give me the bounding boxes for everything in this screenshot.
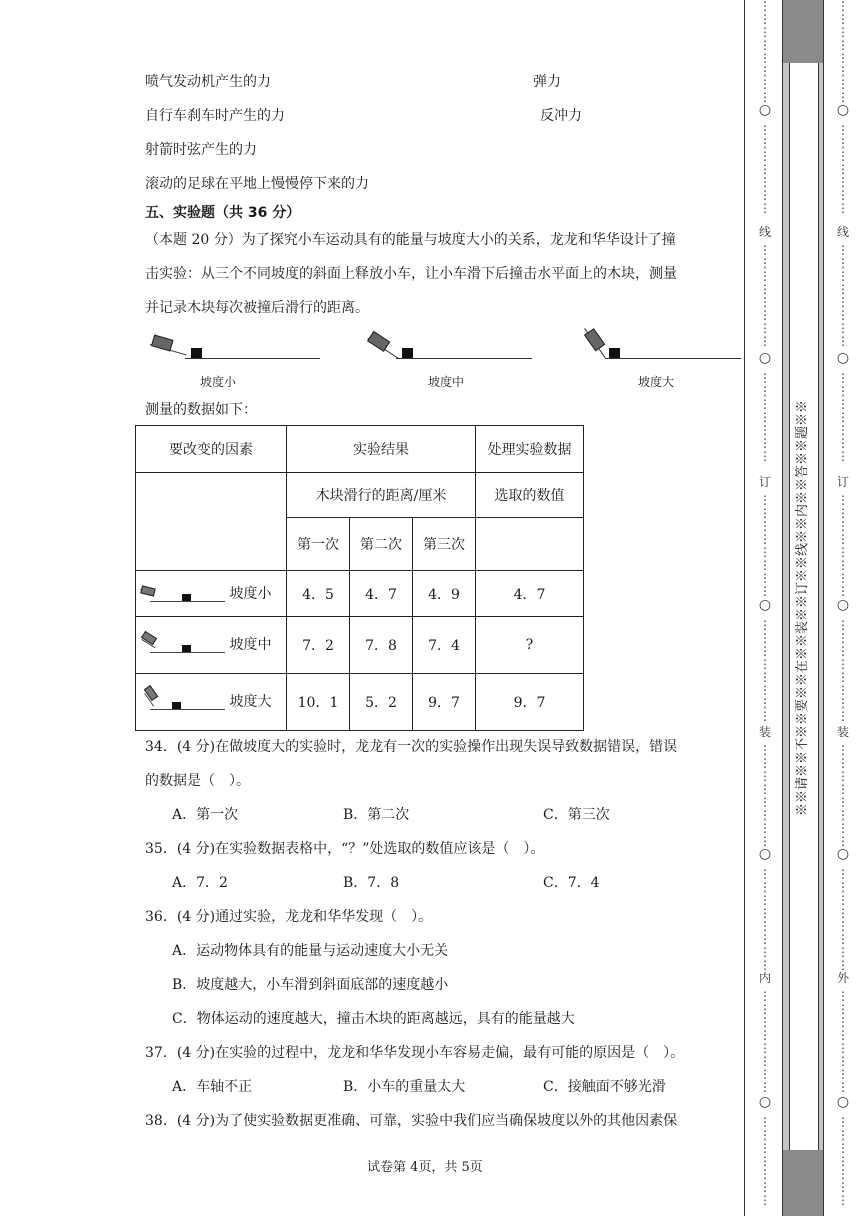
table-cell: 10．1 bbox=[287, 674, 350, 731]
subheader-selected: 选取的数值 bbox=[476, 473, 584, 518]
question-35: 35．(4 分)在实验数据表格中，“？”处选取的数值应该是（ ）。 bbox=[145, 841, 545, 857]
figure-slope-medium bbox=[362, 330, 542, 370]
binding-dots: ⋮ ⋮ ⋮ ⋮ ⋮ ⋮ ⋮ ⋮ bbox=[837, 618, 849, 723]
figure-label-medium: 坡度中 bbox=[428, 375, 465, 389]
binding-dots: ⋮ ⋮ ⋮ ⋮ ⋮ ⋮ ⋮ bbox=[837, 123, 849, 215]
intro-paragraph bbox=[145, 223, 725, 325]
binding-dots: ⋮ ⋮ ⋮ ⋮ ⋮ ⋮ ⋮ bbox=[759, 123, 771, 215]
intro-line-2: 击实验：从三个不同坡度的斜面上释放小车，让小车滑下后撞击水平面上的木块，测量 bbox=[145, 266, 677, 282]
binding-dots: ⋮ ⋮ ⋮ ⋮ ⋮ ⋮ ⋮ ⋮ bbox=[759, 618, 771, 723]
match-left-4: 滚动的足球在平地上慢慢停下来的力 bbox=[145, 176, 369, 192]
data-table bbox=[135, 425, 584, 731]
binding-mark-xian: 线 bbox=[758, 225, 771, 239]
binding-divider bbox=[744, 0, 745, 1216]
q34-option-c: C．第三次 bbox=[543, 807, 610, 823]
binding-circle-4: ○ bbox=[758, 846, 772, 862]
intro-line-3: 并记录木块每次被撞后滑行的距离。 bbox=[145, 300, 369, 316]
binding-circle-outer-4: ○ bbox=[836, 846, 850, 862]
row-label: 坡度大 bbox=[229, 694, 272, 710]
q35-option-b: B．7．8 bbox=[343, 875, 400, 891]
binding-mark-outer-xian: 线 bbox=[836, 225, 849, 239]
figure-label-small: 坡度小 bbox=[200, 375, 237, 389]
binding-dots: ⋮ ⋮ ⋮ ⋮ ⋮ ⋮ ⋮ ⋮ bbox=[837, 493, 849, 598]
trial-header-1: 第一次 bbox=[287, 518, 350, 571]
binding-dots: ⋮ ⋮ ⋮ ⋮ ⋮ ⋮ ⋮ ⋮ bbox=[759, 743, 771, 848]
binding-dots: ⋮ ⋮ ⋮ ⋮ ⋮ ⋮ ⋮ ⋮ bbox=[837, 989, 849, 1094]
table-row bbox=[136, 571, 584, 617]
header-factor: 要改变的因素 bbox=[136, 426, 287, 473]
match-right-2: 反冲力 bbox=[540, 108, 582, 124]
q36-option-c: C．物体运动的速度越大，撞击木块的距离越远，具有的能量越大 bbox=[172, 1011, 575, 1027]
table-cell: 7．4 bbox=[413, 617, 476, 674]
binding-circle-outer-3: ○ bbox=[836, 597, 850, 613]
binding-band bbox=[782, 0, 824, 1216]
question-34-line-2: 的数据是（ ）。 bbox=[145, 773, 250, 789]
binding-dots: ⋮ ⋮ ⋮ ⋮ ⋮ ⋮ ⋮ bbox=[759, 1115, 771, 1207]
binding-circle-outer-2: ○ bbox=[836, 350, 850, 366]
question-38: 38．(4 分)为了使实验数据更准确、可靠，实验中我们应当确保坡度以外的其他因素保 bbox=[145, 1113, 678, 1129]
table-cell: 4．5 bbox=[287, 571, 350, 617]
subheader-distance: 木块滑行的距离/厘米 bbox=[287, 473, 476, 518]
match-left-3: 射箭时弦产生的力 bbox=[145, 142, 257, 158]
binding-dots: ⋮ ⋮ ⋮ ⋮ ⋮ ⋮ ⋮ bbox=[759, 371, 771, 463]
binding-warning: ※※请※※不※※要※※在※※装※※订※※线※※内※※答※※题※※ bbox=[795, 400, 810, 817]
row-factor-large bbox=[136, 674, 287, 731]
row-factor-small bbox=[136, 571, 287, 617]
row-factor-medium bbox=[136, 617, 287, 674]
binding-circle-1: ○ bbox=[758, 102, 772, 118]
table-cell: 9．7 bbox=[476, 674, 584, 731]
binding-dots: ⋮ ⋮ ⋮ ⋮ ⋮ ⋮ ⋮ ⋮ bbox=[759, 989, 771, 1094]
question-37: 37．(4 分)在实验的过程中，龙龙和华华发现小车容易走偏，最有可能的原因是（ ）。 bbox=[145, 1045, 685, 1061]
binding-dots: ⋮ ⋮ ⋮ ⋮ ⋮ ⋮ ⋮ ⋮ bbox=[759, 243, 771, 348]
empty-factor-cell bbox=[136, 473, 287, 571]
header-process: 处理实验数据 bbox=[476, 426, 584, 473]
binding-band-top bbox=[783, 0, 823, 63]
mini-slope-large-figure bbox=[140, 691, 225, 713]
header-result: 实验结果 bbox=[287, 426, 476, 473]
binding-mark-zhuang: 装 bbox=[758, 725, 771, 739]
binding-mark-nei: 内 bbox=[758, 971, 771, 985]
table-cell: 7．8 bbox=[350, 617, 413, 674]
section-title: 五、实验题（共 36 分） bbox=[145, 205, 301, 221]
q35-option-c: C．7．4 bbox=[543, 875, 600, 891]
match-left-1: 喷气发动机产生的力 bbox=[145, 74, 271, 90]
match-left-2: 自行车刹车时产生的力 bbox=[145, 108, 285, 124]
question-36: 36．(4 分)通过实验，龙龙和华华发现（ ）。 bbox=[145, 909, 433, 925]
binding-mark-outer-zhuang: 装 bbox=[836, 725, 849, 739]
binding-circle-outer-1: ○ bbox=[836, 102, 850, 118]
row-label: 坡度小 bbox=[229, 585, 272, 602]
page-footer: 试卷第 4页，共 5页 bbox=[367, 1160, 483, 1175]
table-cell: ? bbox=[476, 617, 584, 674]
figure-label-large: 坡度大 bbox=[638, 375, 675, 389]
q36-option-b: B．坡度越大，小车滑到斜面底部的速度越小 bbox=[172, 977, 449, 993]
binding-dots: ⋮ ⋮ ⋮ ⋮ ⋮ ⋮ ⋮ ⋮ bbox=[837, 0, 849, 104]
mini-slope-small-figure bbox=[140, 583, 225, 605]
q34-option-b: B．第二次 bbox=[343, 807, 410, 823]
table-cell: 5．2 bbox=[350, 674, 413, 731]
binding-dots: ⋮ ⋮ ⋮ ⋮ ⋮ ⋮ ⋮ ⋮ bbox=[759, 0, 771, 104]
q37-option-a: A．车轴不正 bbox=[172, 1079, 253, 1095]
table-row bbox=[136, 617, 584, 674]
trial-header-2: 第二次 bbox=[350, 518, 413, 571]
binding-circle-2: ○ bbox=[758, 350, 772, 366]
table-row bbox=[136, 674, 584, 731]
q37-option-b: B．小车的重量太大 bbox=[343, 1079, 466, 1095]
match-right-1: 弹力 bbox=[533, 74, 561, 90]
q36-option-a: A．运动物体具有的能量与运动速度大小无关 bbox=[172, 943, 449, 959]
binding-dots: ⋮ ⋮ ⋮ ⋮ ⋮ ⋮ ⋮ bbox=[837, 371, 849, 463]
binding-mark-outer-wai: 外 bbox=[836, 971, 849, 985]
mini-slope-medium-figure bbox=[140, 634, 225, 656]
empty-selected-cell bbox=[476, 518, 584, 571]
intro-line-1: （本题 20 分）为了探究小车运动具有的能量与坡度大小的关系，龙龙和华华设计了撞 bbox=[145, 232, 676, 248]
binding-circle-3: ○ bbox=[758, 597, 772, 613]
table-cell: 7．2 bbox=[287, 617, 350, 674]
q34-option-a: A．第一次 bbox=[172, 807, 239, 823]
figure-slope-large bbox=[575, 322, 745, 370]
table-cell: 9．7 bbox=[413, 674, 476, 731]
table-cell: 4．9 bbox=[413, 571, 476, 617]
binding-mark-outer-ding: 订 bbox=[836, 475, 849, 489]
table-cell: 4．7 bbox=[476, 571, 584, 617]
data-intro: 测量的数据如下： bbox=[145, 402, 257, 418]
table-cell: 4．7 bbox=[350, 571, 413, 617]
q35-option-a: A．7．2 bbox=[172, 875, 228, 891]
q37-option-c: C．接触面不够光滑 bbox=[543, 1079, 666, 1095]
binding-dots: ⋮ ⋮ ⋮ ⋮ ⋮ ⋮ ⋮ ⋮ bbox=[759, 493, 771, 598]
binding-band-bottom bbox=[783, 1150, 823, 1216]
binding-circle-outer-5: ○ bbox=[836, 1094, 850, 1110]
binding-dots: ⋮ ⋮ ⋮ ⋮ ⋮ ⋮ ⋮ ⋮ bbox=[837, 743, 849, 848]
binding-dots: ⋮ ⋮ ⋮ ⋮ ⋮ ⋮ ⋮ ⋮ bbox=[837, 867, 849, 972]
row-label: 坡度中 bbox=[229, 637, 272, 653]
binding-circle-5: ○ bbox=[758, 1094, 772, 1110]
question-34-line-1: 34．(4 分)在做坡度大的实验时，龙龙有一次的实验操作出现失误导致数据错误，错误 bbox=[145, 739, 678, 755]
binding-dots: ⋮ ⋮ ⋮ ⋮ ⋮ ⋮ ⋮ ⋮ bbox=[759, 867, 771, 972]
binding-mark-ding: 订 bbox=[758, 475, 771, 489]
binding-dots: ⋮ ⋮ ⋮ ⋮ ⋮ ⋮ ⋮ ⋮ bbox=[837, 243, 849, 348]
figure-slope-small bbox=[145, 330, 325, 370]
trial-header-3: 第三次 bbox=[413, 518, 476, 571]
binding-dots: ⋮ ⋮ ⋮ ⋮ ⋮ ⋮ ⋮ bbox=[837, 1115, 849, 1207]
